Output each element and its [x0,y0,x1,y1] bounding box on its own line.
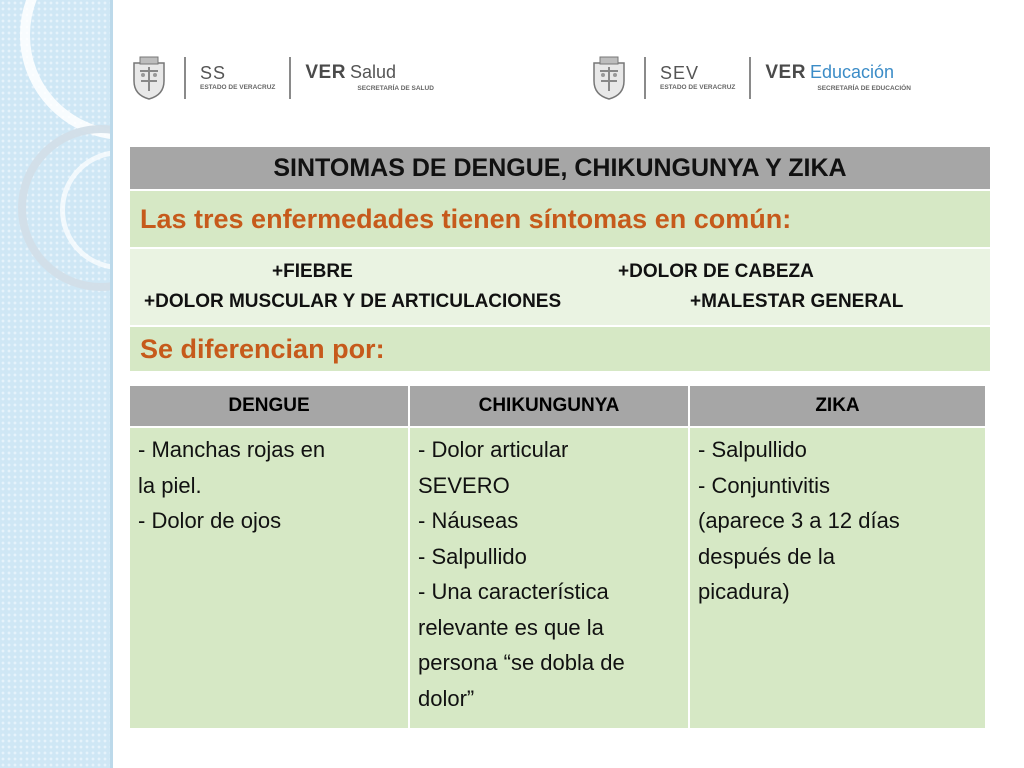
ver-educacion-subtitle: SECRETARÍA DE EDUCACIÓN [817,84,911,92]
symptom-headache: +DOLOR DE CABEZA [618,261,814,282]
ss-logo [130,50,434,105]
chikungunya-line: dolor” [418,685,475,711]
divider [184,57,186,99]
symptom-malaise: +MALESTAR GENERAL [690,291,904,312]
zika-line: - Conjuntivitis [698,472,831,498]
zika-line: - Salpullido [698,437,807,462]
chikungunya-line: - Dolor articular [418,437,569,462]
chikungunya-line: SEVERO [418,472,510,498]
zika-cell [689,427,986,729]
chikungunya-line: persona “se dobla de [418,650,625,675]
zika-line: (aparece 3 a 12 días [698,508,900,533]
symptom-fever: +FIEBRE [272,261,353,282]
ver-salud-subtitle: SECRETARÍA DE SALUD [357,84,434,92]
differences-heading: Se diferencian por: [129,326,991,372]
dengue-line: - Manchas rojas en [138,437,326,462]
zika-line: después de la [698,543,835,569]
dengue-line: - Dolor de ojos [138,508,282,533]
chikungunya-line: - Salpullido [418,543,527,569]
coat-of-arms-icon [590,55,628,101]
decorative-side-band [0,0,113,768]
sev-logo [590,50,911,105]
dengue-cell [129,427,409,729]
dengue-line: la piel. [138,472,202,498]
divider [289,57,291,99]
logo-header [130,50,950,105]
divider [644,57,646,99]
ver-wordmark: VER [765,61,806,83]
ver-educacion-logo [765,62,911,94]
table-title: SINTOMAS DE DENGUE, CHIKUNGUNYA Y ZIKA [129,146,991,190]
symptoms-table [128,145,992,373]
column-header-dengue: DENGUE [129,385,409,427]
ver-wordmark: VER [305,61,346,83]
disease-comparison-table [128,384,987,730]
sev-abbr: SEV [660,62,700,83]
sev-subtitle: ESTADO DE VERACRUZ [660,83,736,91]
zika-line: picadura) [698,579,790,604]
ss-subtitle: ESTADO DE VERACRUZ [200,83,276,91]
chikungunya-line: - Una característica [418,579,609,604]
divider [749,57,751,99]
chikungunya-cell [409,427,689,729]
chikungunya-line: relevante es que la [418,614,604,640]
column-header-zika: ZIKA [689,385,986,427]
chikungunya-line: - Náuseas [418,508,519,533]
educacion-wordmark: Educación [809,61,894,82]
ss-abbr: SS [200,62,227,83]
ver-salud-logo [305,62,434,94]
coat-of-arms-icon [130,55,168,101]
common-symptoms-heading: Las tres enfermedades tienen síntomas en común: [129,190,991,248]
symptom-muscle-joint-pain: +DOLOR MUSCULAR Y DE ARTICULACIONES [144,291,562,312]
column-header-chikungunya: CHIKUNGUNYA [409,385,689,427]
common-symptoms-list [129,248,991,326]
decorative-swirl [20,0,113,140]
salud-wordmark: Salud [349,61,396,82]
